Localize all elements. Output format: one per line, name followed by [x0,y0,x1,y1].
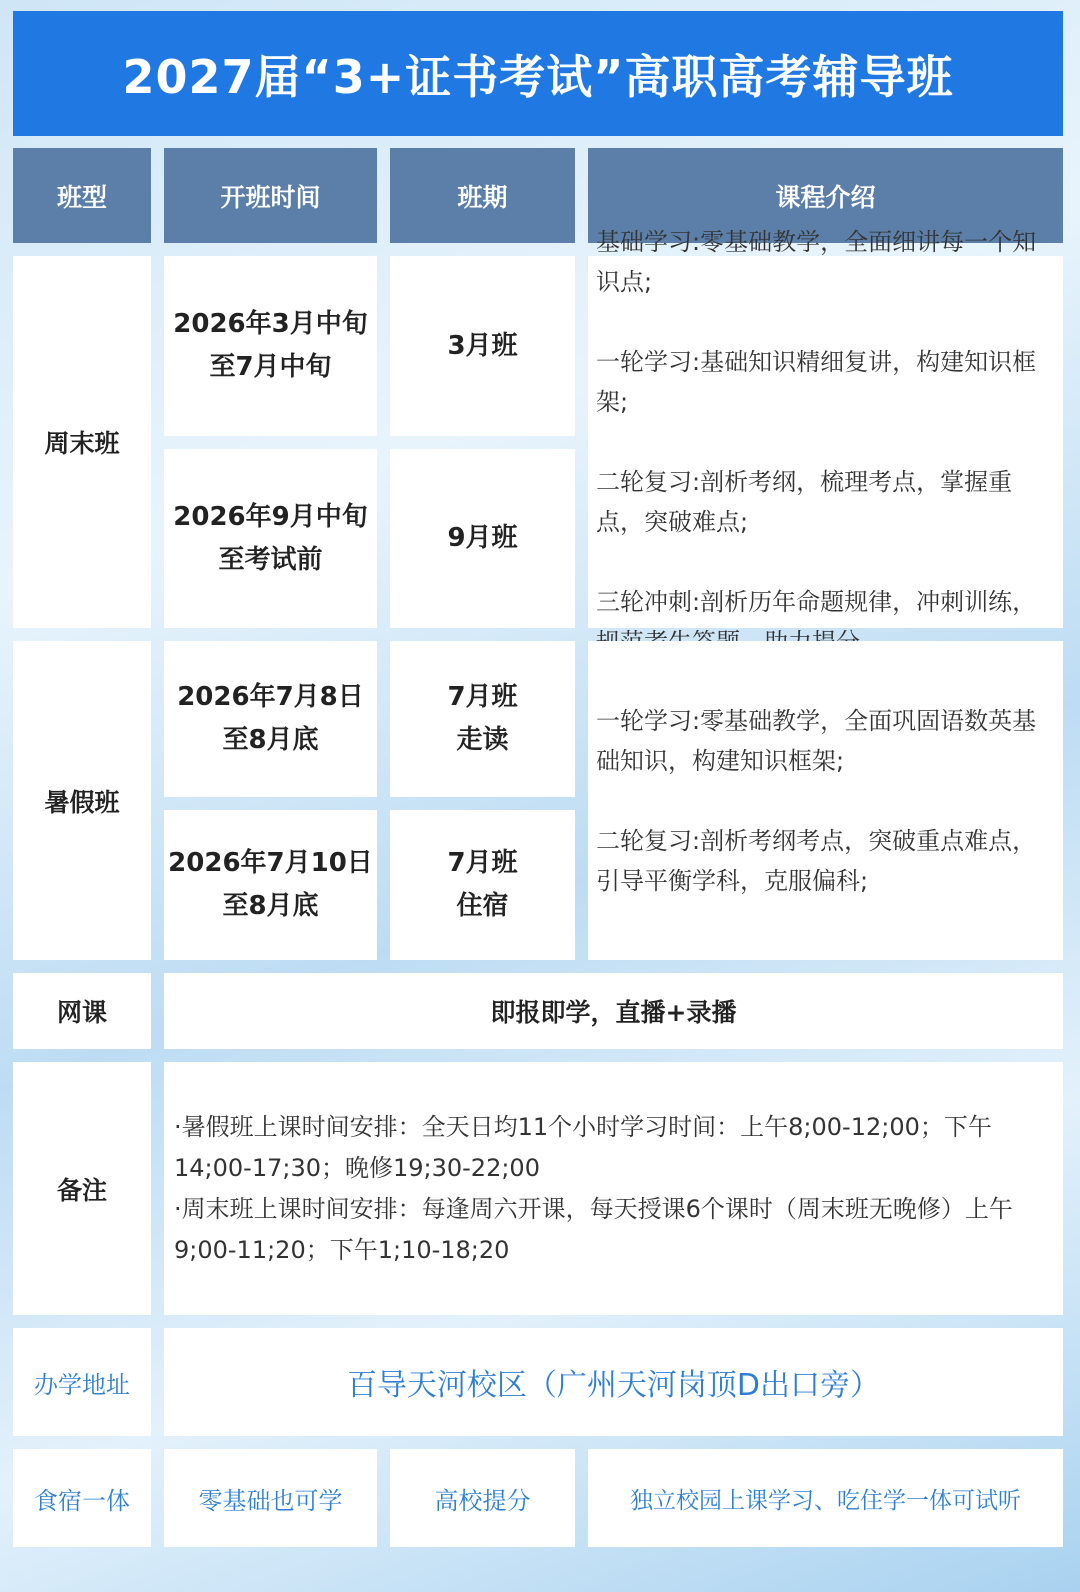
header-start-time: 开班时间 [164,148,377,243]
weekend-intro-line: 二轮复习:剖析考纲，梳理考点，掌握重点，突破难点; [596,468,1013,536]
weekend-intro-line: 基础学习:零基础教学，全面细讲每一个知识点; [596,228,1037,296]
online-course-value: 即报即学，直播+录播 [164,973,1063,1049]
weekend-intro-line: 一轮学习:基础知识精细复讲，构建知识框架; [596,348,1037,416]
address-label: 办学地址 [13,1328,151,1436]
header-course-intro: 课程介绍 [588,148,1063,243]
summer-session-1-period: 7月班 走读 [390,641,575,797]
summer-session-1-time: 2026年7月8日 至8月底 [164,641,377,797]
notes-label: 备注 [13,1062,151,1315]
page-title: 2027届“3+证书考试”高职高考辅导班 [13,11,1063,136]
header-class-type: 班型 [13,148,151,243]
online-course-label: 网课 [13,973,151,1049]
weekend-course-intro [588,228,1063,628]
summer-class-label: 暑假班 [13,641,151,960]
weekend-intro-line: 三轮冲刺:剖析历年命题规律，冲刺训练， [596,588,1037,616]
weekend-session-1-time: 2026年3月中旬 至7月中旬 [164,256,377,436]
weekend-session-2-period: 9月班 [390,449,575,628]
notes-line: ·暑假班上课时间安排：全天日均11个小时学习时间：上午8;00-12;00；下午14;00-17;30；晚修19;30-22;00 [174,1112,992,1182]
summer-session-2-period: 7月班 住宿 [390,810,575,960]
summer-intro-line: 二轮复习:剖析考纲考点，突破重点难点，引导平衡学科，克服偏科; [596,826,1037,895]
footer-label: 食宿一体 [13,1449,151,1547]
summer-course-intro [588,641,1063,960]
footer-item-zero-basis: 零基础也可学 [164,1449,377,1547]
address-value: 百导天河校区（广州天河岗顶D出口旁） [164,1328,1063,1436]
weekend-class-label: 周末班 [13,256,151,628]
summer-intro-line: 一轮学习:零基础教学，全面巩固语数英基础知识，构建知识框架; [596,706,1037,775]
header-period: 班期 [390,148,575,243]
footer-item-score-boost: 高校提分 [390,1449,575,1547]
notes-line: ·周末班上课时间安排：每逢周六开课，每天授课6个课时（周末班无晚修）上午9;00-11;20；下午1;10-18;20 [174,1194,1013,1264]
footer-item-campus: 独立校园上课学习、吃住学一体可试听 [588,1449,1063,1547]
summer-session-2-time: 2026年7月10日 至8月底 [164,810,377,960]
weekend-session-2-time: 2026年9月中旬 至考试前 [164,449,377,628]
notes-content [164,1062,1063,1315]
weekend-session-1-period: 3月班 [390,256,575,436]
